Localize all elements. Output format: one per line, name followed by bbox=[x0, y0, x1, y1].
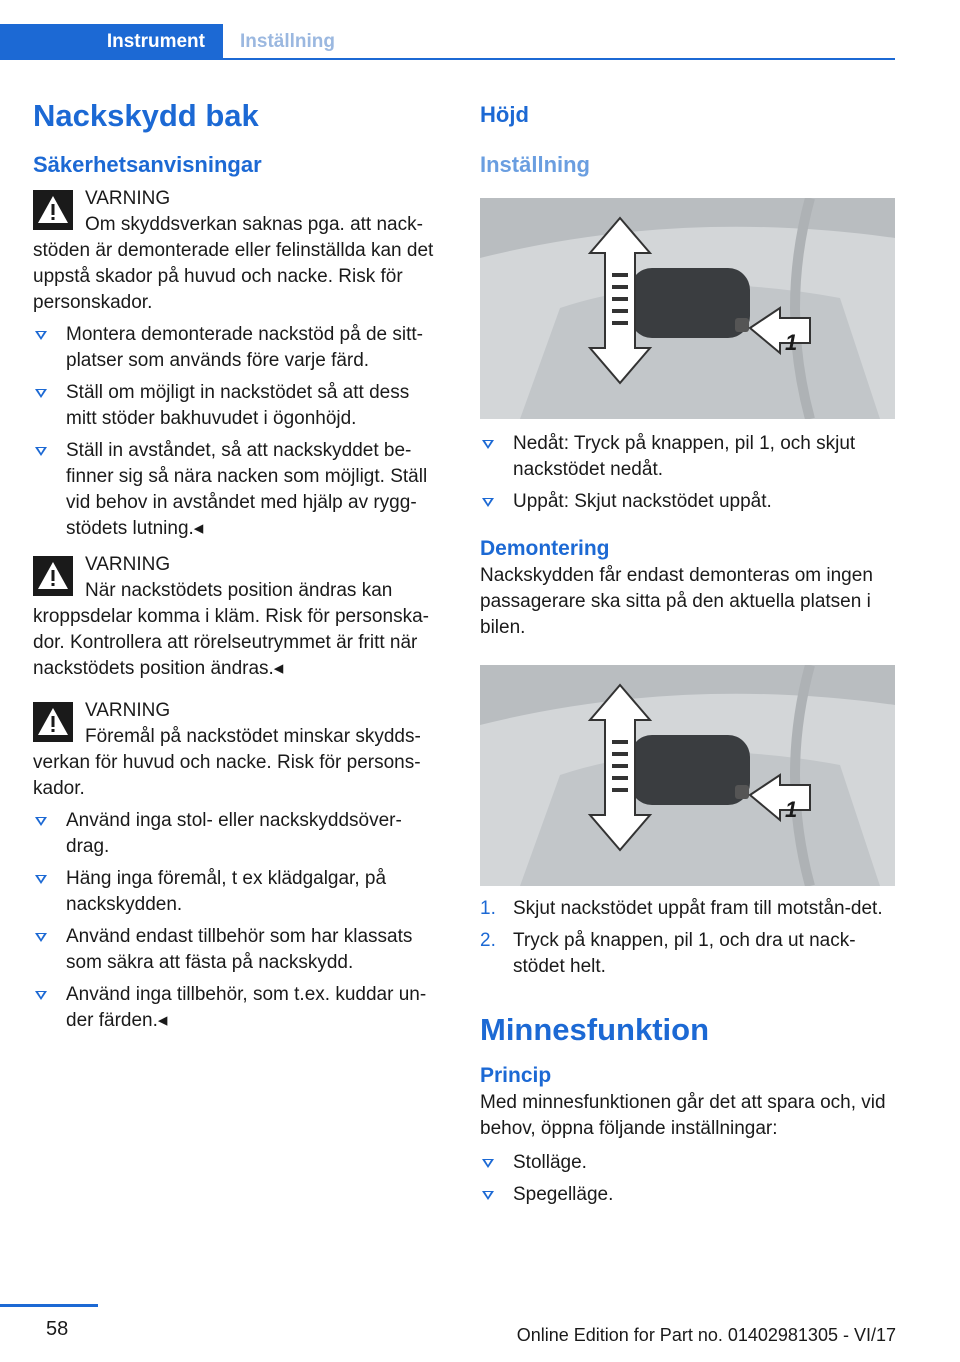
list-item bbox=[480, 928, 896, 980]
heading-installning: Inställning bbox=[480, 152, 590, 177]
warning-text-rest: stöden är demonterade eller felinställda kan det uppstå skador på huvud och nacke. Risk för personskador. bbox=[33, 240, 434, 313]
heading-princip: Princip bbox=[480, 1064, 552, 1087]
adjust-list bbox=[480, 431, 896, 515]
warning-icon bbox=[33, 702, 73, 742]
warning-label: VARNING bbox=[85, 700, 171, 721]
page-title: Nackskydd bak bbox=[33, 98, 259, 133]
warning-block-3 bbox=[33, 698, 445, 802]
list-item: Stolläge. bbox=[480, 1150, 896, 1176]
list-item: Använd endast tillbehör som har klassats som säkra att fästa på nackskydd. bbox=[33, 924, 445, 976]
heading-demontering: Demontering bbox=[480, 537, 610, 560]
right-column bbox=[480, 96, 896, 1214]
warning-icon bbox=[33, 556, 73, 596]
tab-installning-label: Inställning bbox=[240, 31, 335, 52]
edition-text: Online Edition for Part no. 01402981305 - VI/17 bbox=[516, 1325, 896, 1345]
warning-text-first: När nackstödets position ändras kan bbox=[85, 580, 393, 601]
headrest-illustration-1 bbox=[480, 198, 895, 419]
header-tabs bbox=[0, 24, 895, 62]
tab-instrument[interactable] bbox=[0, 24, 223, 60]
warning-text-rest: verkan för huvud och nacke. Risk för persons-kador. bbox=[33, 752, 421, 799]
footer-rule bbox=[0, 1304, 98, 1307]
list-item: Spegelläge. bbox=[480, 1182, 896, 1208]
heading-hojd: Höjd bbox=[480, 102, 529, 127]
list-item: Ställ om möjligt in nackstödet så att dess mitt stöder bakhuvudet i ögonhöjd. bbox=[33, 380, 445, 432]
headrest-illustration-2 bbox=[480, 665, 895, 886]
step-text: Tryck på knappen, pil 1, och dra ut nack-stödet helt. bbox=[513, 930, 856, 977]
list-item: Nedåt: Tryck på knappen, pil 1, och skjut nackstödet nedåt. bbox=[480, 431, 896, 483]
warning-text-rest: kroppsdelar komma i kläm. Risk för personska-dor. Kontrollera att rörelseutrymmet är fritt när nackstödets position ändras.◂ bbox=[33, 606, 429, 679]
warning-icon bbox=[33, 190, 73, 230]
tab-installning[interactable] bbox=[240, 24, 335, 60]
section-heading-safety: Säkerhetsanvisningar bbox=[33, 152, 262, 177]
warning-label: VARNING bbox=[85, 188, 171, 209]
list-item bbox=[480, 896, 896, 922]
list-item: Ställ in avståndet, så att nackskyddet be-finner sig så nära nacken som möjligt. Ställ vid behov in avståndet med hjälp av rygg-stödets lutning.◂ bbox=[33, 438, 445, 542]
warning-text-first: Om skyddsverkan saknas pga. att nack- bbox=[85, 214, 423, 235]
left-column bbox=[33, 96, 445, 1040]
list-item: Använd inga tillbehör, som t.ex. kuddar un-der färden.◂ bbox=[33, 982, 445, 1034]
warning-block-1 bbox=[33, 186, 445, 316]
list-item: Häng inga föremål, t ex klädgalgar, på nackskydden. bbox=[33, 866, 445, 918]
figure-callout-2: 1 bbox=[785, 797, 798, 822]
steps-list bbox=[480, 896, 896, 980]
step-number: 2. bbox=[480, 930, 496, 951]
heading-minnesfunktion: Minnesfunktion bbox=[480, 1012, 710, 1047]
safety-list-2 bbox=[33, 808, 445, 1034]
list-item: Montera demonterade nackstöd på de sitt-platser som används före varje färd. bbox=[33, 322, 445, 374]
step-number: 1. bbox=[480, 898, 496, 919]
warning-label: VARNING bbox=[85, 554, 171, 575]
safety-list-1 bbox=[33, 322, 445, 542]
demontering-text: Nackskydden får endast demonteras om ingen passagerare ska sitta på den aktuella platsen i bilen. bbox=[480, 565, 873, 638]
figure-callout-1: 1 bbox=[785, 330, 798, 355]
list-item: Uppåt: Skjut nackstödet uppåt. bbox=[480, 489, 896, 515]
princip-text: Med minnesfunktionen går det att spara och, vid behov, öppna följande inställningar: bbox=[480, 1092, 886, 1139]
warning-block-2 bbox=[33, 552, 445, 682]
page-number: 58 bbox=[46, 1318, 69, 1340]
step-text: Skjut nackstödet uppåt fram till motstån-det. bbox=[513, 898, 883, 919]
list-item: Använd inga stol- eller nackskyddsöver-drag. bbox=[33, 808, 445, 860]
warning-text-first: Föremål på nackstödet minskar skydds- bbox=[85, 726, 421, 747]
memory-list bbox=[480, 1150, 896, 1208]
tab-instrument-label: Instrument bbox=[106, 31, 205, 52]
